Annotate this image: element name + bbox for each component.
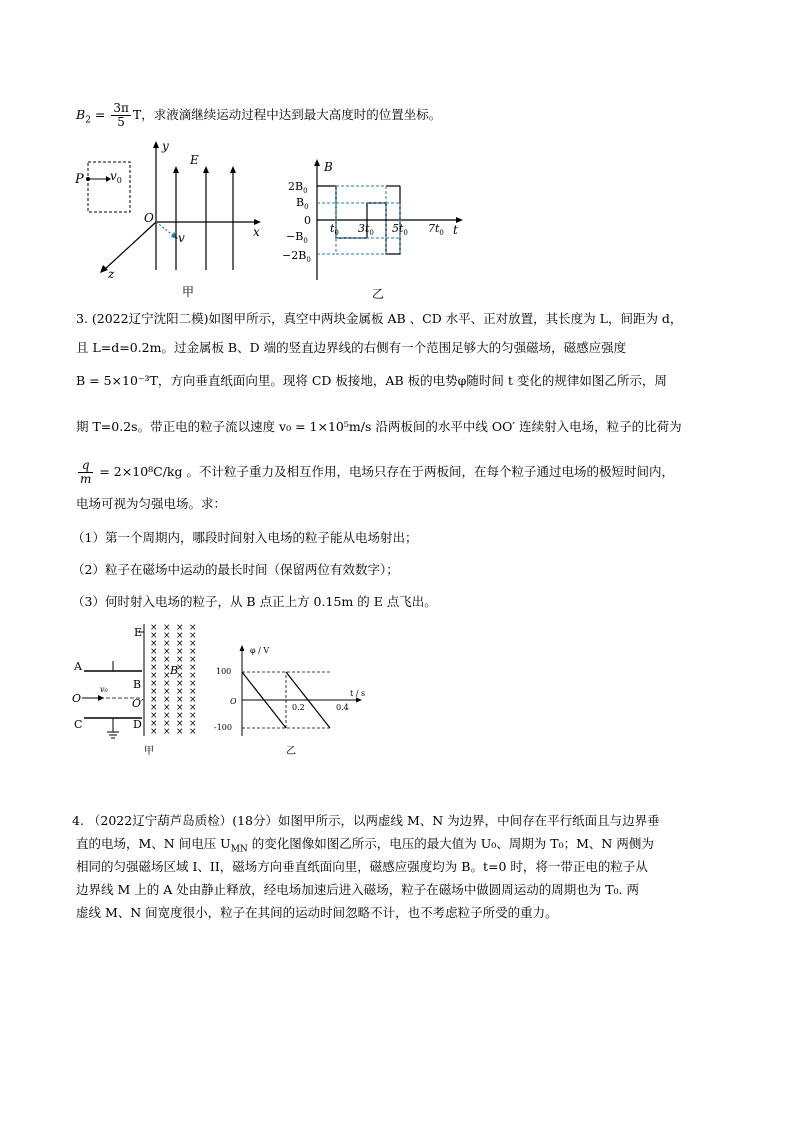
field-cross: × [176, 679, 184, 689]
v0-arrowhead-q3 [98, 695, 104, 701]
field-cross: × [176, 663, 184, 673]
field-cross: × [150, 719, 158, 729]
qm-num: q [78, 459, 93, 473]
phi-y-arrowhead [240, 645, 245, 651]
q3-sub3: （3）何时射入电场的粒子，从 B 点正上方 0.15m 的 E 点飞出。 [72, 594, 437, 609]
b2-sub: 2 [85, 115, 91, 126]
q3-line6: 电场可视为匀强电场。求： [76, 496, 227, 511]
label-E: E [190, 153, 199, 167]
z-arrowhead [100, 265, 108, 273]
field-cross: × [163, 711, 171, 721]
q3-sub2: （2）粒子在磁场中运动的最长时间（保留两位有效数字）； [72, 562, 399, 577]
field-cross: × [189, 695, 197, 705]
label-z: z [108, 267, 115, 281]
label-A: A [74, 660, 82, 673]
qm-den: m [80, 472, 92, 486]
v0-text: v [110, 169, 117, 183]
q3-sub1: （1）第一个周期内，哪段时间射入电场的粒子能从电场射出； [72, 530, 418, 545]
field-cross: × [163, 727, 171, 737]
phi-xtick-04: 0.4 [336, 703, 349, 712]
xtick-t0-text: t [330, 222, 335, 235]
field-cross: × [176, 623, 184, 633]
field-cross: × [189, 639, 197, 649]
field-cross: × [189, 727, 197, 737]
field-cross: × [150, 695, 158, 705]
b2-symbol: B [76, 107, 86, 122]
ytick-mB0-text: −B [286, 230, 304, 243]
label-D: D [133, 718, 142, 731]
p-dashed-box [88, 162, 130, 212]
xtick-5t0-sub: 0 [403, 229, 408, 237]
q3-line3: B = 5×10⁻³T，方向垂直纸面向里。现将 CD 板接地，AB 板的电势φ随时间 t 变化的规律如图乙所示，周 [76, 373, 667, 388]
field-cross: × [163, 703, 171, 713]
label-B-field: B [170, 664, 179, 677]
field-cross: × [150, 703, 158, 713]
phi-ytick-O: O [230, 697, 237, 706]
q4-line2-text: 直的电场，M、N 间电压 U [76, 836, 231, 851]
field-cross: × [163, 671, 171, 681]
field-cross: × [189, 687, 197, 697]
field-cross: × [150, 687, 158, 697]
phi-ylabel: φ / V [250, 646, 270, 655]
q2-figure-jia [70, 138, 270, 298]
field-cross: × [150, 647, 158, 657]
xtick-3t0-sub: 0 [369, 229, 374, 237]
q4-line2 [76, 835, 654, 859]
field-cross: × [150, 663, 158, 673]
ytick-mB0-sub: 0 [303, 237, 308, 245]
b2-fraction [111, 102, 131, 129]
phi-x-arrowhead [356, 698, 362, 703]
field-cross: × [189, 647, 197, 657]
q4-line2b-text: 的变化图像如图乙所示，电压的最大值为 U₀、周期为 T₀；M、N 两侧为 [247, 836, 654, 851]
field-cross: × [150, 727, 158, 737]
label-B-point: B [133, 678, 142, 691]
q3-line5-text: = 2×10⁸C/kg 。不计粒子重力及相互作用，电场只存在于两板间，在每个粒子通过电场的极短时间内， [95, 464, 674, 479]
phi-ytick-100: 100 [216, 667, 232, 676]
q4-line5: 虚线 M、N 间宽度很小，粒子在其间的运动时间忽略不计，也不考虑粒子所受的重力。 [76, 905, 558, 920]
label-v0-q3: v₀ [100, 685, 108, 694]
ytick-B0 [296, 196, 309, 211]
field-cross: × [176, 703, 184, 713]
ytick-0: 0 [304, 214, 311, 227]
ytick-m2B0 [282, 249, 311, 264]
field-cross: × [189, 711, 197, 721]
field-cross: × [163, 719, 171, 729]
field-cross: × [176, 687, 184, 697]
ytick-2B0-text: 2B [288, 180, 304, 193]
field-cross: × [189, 679, 197, 689]
field-cross: × [163, 631, 171, 641]
e-arrow-2 [203, 166, 209, 173]
field-cross: × [189, 663, 197, 673]
v-arrowhead [171, 232, 178, 239]
field-cross: × [150, 655, 158, 665]
field-cross: × [163, 655, 171, 665]
field-cross: × [176, 695, 184, 705]
field-cross: × [150, 671, 158, 681]
field-cross: × [176, 711, 184, 721]
field-crosses [150, 623, 197, 737]
field-cross: × [189, 631, 197, 641]
field-cross: × [163, 687, 171, 697]
field-cross: × [189, 703, 197, 713]
b2-den: 5 [117, 115, 125, 129]
caption-yi-q3: 乙 [286, 746, 296, 757]
field-cross: × [150, 623, 158, 633]
ytick-m2B0-sub: 0 [306, 256, 311, 264]
q4-umn-sub: MN [230, 844, 248, 855]
field-cross: × [189, 719, 197, 729]
phi-xlabel: t / s [350, 689, 366, 698]
label-O-left: O [72, 692, 82, 705]
xtick-t0 [330, 222, 339, 237]
q3-figure-jia [70, 624, 210, 756]
label-v: v [178, 231, 185, 245]
ytick-2B0-sub: 0 [303, 187, 308, 195]
q2-figure-yi [282, 158, 472, 300]
field-cross: × [163, 695, 171, 705]
q3-figure-yi [210, 644, 370, 756]
v0-sub: 0 [116, 176, 122, 185]
q3-line5 [76, 456, 674, 488]
field-cross: × [150, 631, 158, 641]
ytick-2B0 [288, 180, 308, 195]
field-cross: × [163, 623, 171, 633]
ytick-B0-sub: 0 [304, 203, 309, 211]
label-O-prime: O′ [132, 697, 144, 710]
label-O: O [144, 211, 154, 225]
phi-xtick-02: 0.2 [292, 703, 305, 712]
e-arrow-3 [230, 166, 236, 173]
field-cross: × [150, 711, 158, 721]
phi-ytick-m100: -100 [214, 723, 232, 732]
xtick-5t0 [392, 222, 408, 237]
field-cross: × [163, 647, 171, 657]
label-v0 [110, 169, 122, 185]
v-dashed-arrow [156, 222, 174, 236]
caption-jia-q3: 甲 [144, 746, 154, 757]
ytick-mB0 [286, 230, 308, 245]
q4-line1: 4. （2022辽宁葫芦岛质检）(18分）如图甲所示，以两虚线 M、N 为边界，中间存在平行纸面且与边界垂 [72, 813, 660, 828]
e-arrow-1 [173, 166, 179, 173]
xtick-7t0-sub: 0 [439, 229, 444, 237]
b2-unit: T [132, 107, 142, 122]
label-E-point: E [134, 626, 143, 639]
field-cross: × [176, 647, 184, 657]
field-cross: × [176, 631, 184, 641]
field-cross: × [163, 663, 171, 673]
xtick-7t0-text: 7t [428, 222, 440, 235]
b-arrowhead [314, 159, 320, 166]
field-cross: × [163, 679, 171, 689]
label-y: y [162, 139, 169, 153]
label-C: C [74, 718, 83, 731]
xtick-7t0 [428, 222, 444, 237]
xtick-3t0 [358, 222, 374, 237]
b2-line [76, 100, 441, 130]
field-cross: × [163, 639, 171, 649]
b2-eq: = [90, 107, 110, 122]
ytick-m2B0-text: −2B [282, 249, 307, 262]
b2-num: 3π [113, 101, 129, 115]
xtick-t0-sub: 0 [334, 229, 339, 237]
field-cross: × [150, 679, 158, 689]
field-cross: × [176, 671, 184, 681]
caption-jia-q2: 甲 [182, 285, 195, 299]
q4-line4: 边界线 M 上的 A 处由静止释放，经电场加速后进入磁场，粒子在磁场中做圆周运动的周期也为 T₀. 两 [76, 882, 639, 897]
field-cross: × [176, 727, 184, 737]
label-B: B [324, 160, 333, 174]
y-arrowhead [153, 141, 159, 148]
field-cross: × [176, 639, 184, 649]
field-cross: × [189, 671, 197, 681]
field-cross: × [176, 655, 184, 665]
ytick-B0-text: B [296, 196, 305, 209]
b2-text: ，求液滴继续运动过程中达到最大高度时的位置坐标。 [141, 107, 442, 122]
field-cross: × [189, 655, 197, 665]
q3-line2: 且 L=d=0.2m。过金属板 B、D 端的竖直边界线的右侧有一个范围足够大的匀强磁场，磁感应强度 [76, 340, 627, 355]
caption-yi-q2: 乙 [372, 287, 385, 301]
field-cross: × [150, 639, 158, 649]
z-axis [104, 222, 156, 270]
xtick-5t0-text: 5t [392, 222, 404, 235]
field-cross: × [176, 719, 184, 729]
q4-line3: 相同的匀强磁场区域 I、II，磁场方向垂直纸面向里，磁感应强度均为 B。t=0 时，将一带正电的粒子从 [76, 859, 648, 874]
qm-fraction [78, 459, 93, 486]
label-t: t [453, 223, 458, 237]
label-P: P [75, 172, 84, 187]
xtick-3t0-text: 3t [358, 222, 370, 235]
q3-line1: 3. (2022辽宁沈阳二模)如图甲所示，真空中两块金属板 AB 、CD 水平、正对放置，其长度为 L，间距为 d， [76, 311, 683, 326]
field-cross: × [189, 623, 197, 633]
label-x: x [253, 225, 260, 239]
q3-line4: 期 T=0.2s。带正电的粒子流以速度 v₀ = 1×10⁵m/s 沿两板间的水平中线 OO′ 连续射入电场，粒子的比荷为 [76, 419, 682, 434]
